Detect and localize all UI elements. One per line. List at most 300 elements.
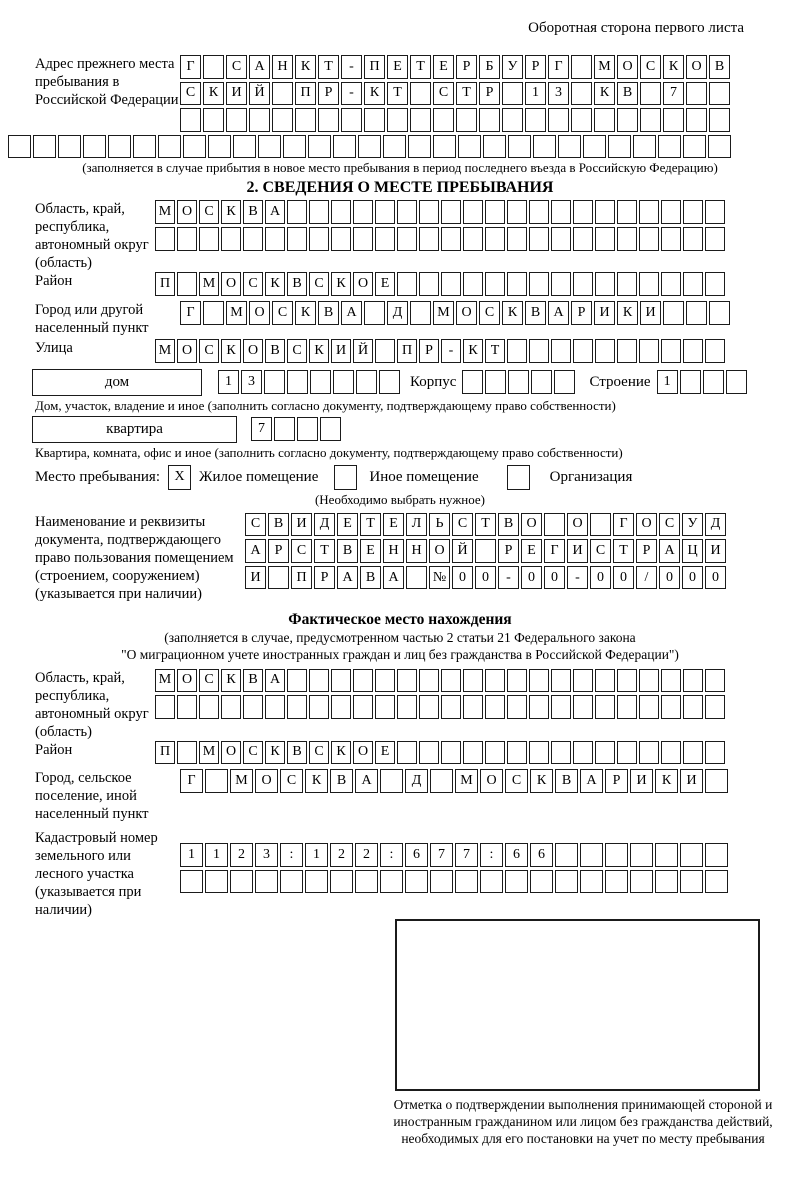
char-cell[interactable] xyxy=(639,227,659,251)
char-cell[interactable] xyxy=(705,272,725,296)
char-cell[interactable]: М xyxy=(433,301,454,325)
char-cell[interactable]: Й xyxy=(452,539,473,563)
char-cell[interactable] xyxy=(458,135,481,159)
char-cell[interactable]: / xyxy=(636,566,657,590)
char-cell[interactable]: А xyxy=(355,769,378,793)
char-cell[interactable]: Е xyxy=(387,55,408,79)
char-cell[interactable] xyxy=(551,227,571,251)
char-cell[interactable]: Е xyxy=(521,539,542,563)
char-cell[interactable]: О xyxy=(521,513,542,537)
char-cell[interactable] xyxy=(380,870,403,894)
char-cell[interactable]: С xyxy=(226,55,247,79)
char-cell[interactable] xyxy=(680,870,703,894)
char-cell[interactable] xyxy=(397,695,417,719)
char-cell[interactable]: В xyxy=(243,200,263,224)
char-cell[interactable] xyxy=(683,272,703,296)
char-cell[interactable]: Й xyxy=(249,82,270,106)
char-cell[interactable] xyxy=(639,339,659,363)
char-cell[interactable] xyxy=(608,135,631,159)
char-cell[interactable]: М xyxy=(199,741,219,765)
char-cell[interactable]: Й xyxy=(353,339,373,363)
char-cell[interactable]: В xyxy=(287,272,307,296)
char-cell[interactable]: В xyxy=(709,55,730,79)
char-cell[interactable]: Г xyxy=(544,539,565,563)
char-cell[interactable] xyxy=(331,200,351,224)
char-cell[interactable] xyxy=(155,227,175,251)
char-cell[interactable] xyxy=(558,135,581,159)
char-cell[interactable] xyxy=(287,200,307,224)
char-cell[interactable] xyxy=(639,272,659,296)
char-cell[interactable]: 1 xyxy=(525,82,546,106)
char-cell[interactable] xyxy=(507,227,527,251)
char-cell[interactable] xyxy=(686,301,707,325)
char-cell[interactable] xyxy=(529,669,549,693)
char-cell[interactable] xyxy=(441,272,461,296)
char-cell[interactable]: В xyxy=(318,301,339,325)
char-cell[interactable] xyxy=(475,539,496,563)
char-cell[interactable] xyxy=(508,370,529,394)
char-cell[interactable]: П xyxy=(155,741,175,765)
char-cell[interactable] xyxy=(705,870,728,894)
char-cell[interactable]: С xyxy=(309,272,329,296)
char-cell[interactable] xyxy=(441,695,461,719)
char-cell[interactable]: 7 xyxy=(663,82,684,106)
char-cell[interactable]: 7 xyxy=(455,843,478,867)
char-cell[interactable] xyxy=(508,135,531,159)
char-cell[interactable] xyxy=(617,272,637,296)
char-cell[interactable]: В xyxy=(337,539,358,563)
char-cell[interactable]: И xyxy=(245,566,266,590)
char-cell[interactable] xyxy=(571,82,592,106)
char-cell[interactable] xyxy=(502,82,523,106)
char-cell[interactable] xyxy=(705,843,728,867)
char-cell[interactable]: К xyxy=(265,272,285,296)
char-cell[interactable] xyxy=(430,870,453,894)
char-cell[interactable]: С xyxy=(659,513,680,537)
char-cell[interactable] xyxy=(605,843,628,867)
char-cell[interactable] xyxy=(726,370,747,394)
char-cell[interactable] xyxy=(573,741,593,765)
char-cell[interactable]: С xyxy=(452,513,473,537)
char-cell[interactable]: П xyxy=(295,82,316,106)
char-cell[interactable]: К xyxy=(331,272,351,296)
char-cell[interactable] xyxy=(639,200,659,224)
char-cell[interactable] xyxy=(226,108,247,132)
checkbox-zhiloe[interactable]: X xyxy=(168,465,191,490)
char-cell[interactable]: Ц xyxy=(682,539,703,563)
char-cell[interactable] xyxy=(485,370,506,394)
char-cell[interactable]: Ь xyxy=(429,513,450,537)
char-cell[interactable]: О xyxy=(221,272,241,296)
char-cell[interactable] xyxy=(463,741,483,765)
char-cell[interactable] xyxy=(485,227,505,251)
char-cell[interactable]: В xyxy=(617,82,638,106)
char-cell[interactable] xyxy=(530,870,553,894)
char-cell[interactable] xyxy=(333,370,354,394)
char-cell[interactable] xyxy=(529,741,549,765)
char-cell[interactable] xyxy=(595,741,615,765)
char-cell[interactable]: К xyxy=(265,741,285,765)
char-cell[interactable]: - xyxy=(567,566,588,590)
char-cell[interactable]: К xyxy=(305,769,328,793)
char-cell[interactable] xyxy=(485,669,505,693)
char-cell[interactable] xyxy=(203,108,224,132)
char-cell[interactable] xyxy=(83,135,106,159)
char-cell[interactable] xyxy=(573,200,593,224)
char-cell[interactable] xyxy=(683,227,703,251)
char-cell[interactable] xyxy=(683,695,703,719)
char-cell[interactable]: 1 xyxy=(180,843,203,867)
char-cell[interactable]: К xyxy=(295,55,316,79)
char-cell[interactable] xyxy=(705,769,728,793)
char-cell[interactable]: 0 xyxy=(590,566,611,590)
char-cell[interactable] xyxy=(661,227,681,251)
char-cell[interactable] xyxy=(655,870,678,894)
char-cell[interactable] xyxy=(305,870,328,894)
char-cell[interactable]: - xyxy=(441,339,461,363)
char-cell[interactable]: Т xyxy=(485,339,505,363)
char-cell[interactable]: 6 xyxy=(505,843,528,867)
char-cell[interactable]: 3 xyxy=(241,370,262,394)
char-cell[interactable]: Р xyxy=(605,769,628,793)
char-cell[interactable] xyxy=(555,843,578,867)
char-cell[interactable]: Д xyxy=(405,769,428,793)
char-cell[interactable]: С xyxy=(280,769,303,793)
char-cell[interactable] xyxy=(463,669,483,693)
char-cell[interactable] xyxy=(199,227,219,251)
char-cell[interactable]: 0 xyxy=(475,566,496,590)
char-cell[interactable] xyxy=(199,695,219,719)
char-cell[interactable] xyxy=(356,370,377,394)
char-cell[interactable] xyxy=(310,370,331,394)
char-cell[interactable]: Л xyxy=(406,513,427,537)
char-cell[interactable] xyxy=(583,135,606,159)
char-cell[interactable]: К xyxy=(617,301,638,325)
char-cell[interactable] xyxy=(364,108,385,132)
char-cell[interactable] xyxy=(640,108,661,132)
char-cell[interactable] xyxy=(590,513,611,537)
char-cell[interactable]: В xyxy=(498,513,519,537)
char-cell[interactable]: С xyxy=(590,539,611,563)
char-cell[interactable]: А xyxy=(341,301,362,325)
char-cell[interactable]: К xyxy=(530,769,553,793)
char-cell[interactable]: К xyxy=(655,769,678,793)
char-cell[interactable] xyxy=(617,741,637,765)
char-cell[interactable]: Г xyxy=(548,55,569,79)
char-cell[interactable]: И xyxy=(680,769,703,793)
char-cell[interactable]: 2 xyxy=(230,843,253,867)
char-cell[interactable] xyxy=(243,695,263,719)
char-cell[interactable]: К xyxy=(309,339,329,363)
char-cell[interactable] xyxy=(580,843,603,867)
char-cell[interactable] xyxy=(661,741,681,765)
char-cell[interactable] xyxy=(441,227,461,251)
char-cell[interactable]: О xyxy=(243,339,263,363)
char-cell[interactable]: Т xyxy=(318,55,339,79)
char-cell[interactable]: И xyxy=(594,301,615,325)
char-cell[interactable]: К xyxy=(594,82,615,106)
char-cell[interactable] xyxy=(455,870,478,894)
char-cell[interactable] xyxy=(309,695,329,719)
char-cell[interactable] xyxy=(548,108,569,132)
char-cell[interactable]: 1 xyxy=(305,843,328,867)
char-cell[interactable] xyxy=(505,870,528,894)
char-cell[interactable] xyxy=(309,669,329,693)
char-cell[interactable]: Г xyxy=(180,55,201,79)
char-cell[interactable] xyxy=(410,301,431,325)
char-cell[interactable]: № xyxy=(429,566,450,590)
char-cell[interactable] xyxy=(221,695,241,719)
char-cell[interactable] xyxy=(203,301,224,325)
char-cell[interactable] xyxy=(551,695,571,719)
char-cell[interactable] xyxy=(529,227,549,251)
char-cell[interactable] xyxy=(595,200,615,224)
char-cell[interactable] xyxy=(331,695,351,719)
char-cell[interactable]: Р xyxy=(498,539,519,563)
char-cell[interactable] xyxy=(205,870,228,894)
char-cell[interactable] xyxy=(419,200,439,224)
char-cell[interactable] xyxy=(419,669,439,693)
char-cell[interactable] xyxy=(680,370,701,394)
char-cell[interactable]: - xyxy=(498,566,519,590)
char-cell[interactable]: К xyxy=(221,339,241,363)
char-cell[interactable]: С xyxy=(309,741,329,765)
char-cell[interactable] xyxy=(375,227,395,251)
char-cell[interactable] xyxy=(208,135,231,159)
char-cell[interactable] xyxy=(639,669,659,693)
char-cell[interactable]: А xyxy=(383,566,404,590)
char-cell[interactable]: С xyxy=(199,339,219,363)
char-cell[interactable]: А xyxy=(548,301,569,325)
char-cell[interactable] xyxy=(180,870,203,894)
char-cell[interactable] xyxy=(683,339,703,363)
char-cell[interactable]: М xyxy=(226,301,247,325)
char-cell[interactable]: Д xyxy=(314,513,335,537)
char-cell[interactable] xyxy=(419,227,439,251)
char-cell[interactable] xyxy=(573,272,593,296)
char-cell[interactable] xyxy=(529,339,549,363)
char-cell[interactable]: В xyxy=(265,339,285,363)
char-cell[interactable] xyxy=(709,82,730,106)
char-cell[interactable] xyxy=(661,695,681,719)
char-cell[interactable]: О xyxy=(255,769,278,793)
char-cell[interactable] xyxy=(255,870,278,894)
char-cell[interactable] xyxy=(683,669,703,693)
char-cell[interactable]: И xyxy=(630,769,653,793)
char-cell[interactable]: Р xyxy=(571,301,592,325)
char-cell[interactable] xyxy=(655,843,678,867)
char-cell[interactable] xyxy=(705,669,725,693)
char-cell[interactable]: А xyxy=(265,669,285,693)
char-cell[interactable]: С xyxy=(245,513,266,537)
char-cell[interactable] xyxy=(397,200,417,224)
char-cell[interactable] xyxy=(180,108,201,132)
char-cell[interactable] xyxy=(661,669,681,693)
char-cell[interactable] xyxy=(205,769,228,793)
char-cell[interactable] xyxy=(58,135,81,159)
char-cell[interactable]: О xyxy=(456,301,477,325)
char-cell[interactable] xyxy=(595,272,615,296)
char-cell[interactable]: М xyxy=(594,55,615,79)
char-cell[interactable]: Р xyxy=(456,55,477,79)
char-cell[interactable] xyxy=(658,135,681,159)
char-cell[interactable] xyxy=(703,370,724,394)
char-cell[interactable]: П xyxy=(364,55,385,79)
char-cell[interactable]: К xyxy=(221,200,241,224)
char-cell[interactable]: С xyxy=(243,272,263,296)
char-cell[interactable]: С xyxy=(272,301,293,325)
char-cell[interactable]: 7 xyxy=(430,843,453,867)
char-cell[interactable] xyxy=(320,417,341,441)
char-cell[interactable]: С xyxy=(199,200,219,224)
char-cell[interactable] xyxy=(617,339,637,363)
char-cell[interactable]: 3 xyxy=(255,843,278,867)
char-cell[interactable] xyxy=(554,370,575,394)
char-cell[interactable] xyxy=(573,669,593,693)
char-cell[interactable] xyxy=(462,370,483,394)
char-cell[interactable]: Е xyxy=(375,272,395,296)
char-cell[interactable]: М xyxy=(155,339,175,363)
char-cell[interactable]: М xyxy=(155,669,175,693)
char-cell[interactable]: Р xyxy=(314,566,335,590)
char-cell[interactable] xyxy=(318,108,339,132)
char-cell[interactable] xyxy=(525,108,546,132)
char-cell[interactable]: В xyxy=(555,769,578,793)
char-cell[interactable] xyxy=(297,417,318,441)
char-cell[interactable]: Р xyxy=(268,539,289,563)
char-cell[interactable]: О xyxy=(177,669,197,693)
char-cell[interactable]: Г xyxy=(180,301,201,325)
char-cell[interactable] xyxy=(480,870,503,894)
char-cell[interactable]: 0 xyxy=(452,566,473,590)
char-cell[interactable] xyxy=(441,200,461,224)
char-cell[interactable]: С xyxy=(479,301,500,325)
char-cell[interactable] xyxy=(158,135,181,159)
checkbox-inoe[interactable] xyxy=(334,465,357,490)
char-cell[interactable]: Е xyxy=(383,513,404,537)
char-cell[interactable]: И xyxy=(291,513,312,537)
char-cell[interactable] xyxy=(640,82,661,106)
char-cell[interactable] xyxy=(617,108,638,132)
char-cell[interactable]: 6 xyxy=(530,843,553,867)
char-cell[interactable] xyxy=(353,669,373,693)
char-cell[interactable] xyxy=(573,339,593,363)
char-cell[interactable]: С xyxy=(505,769,528,793)
char-cell[interactable] xyxy=(387,108,408,132)
char-cell[interactable]: Н xyxy=(383,539,404,563)
char-cell[interactable] xyxy=(686,108,707,132)
char-cell[interactable] xyxy=(479,108,500,132)
char-cell[interactable] xyxy=(230,870,253,894)
char-cell[interactable] xyxy=(705,695,725,719)
char-cell[interactable]: П xyxy=(291,566,312,590)
char-cell[interactable] xyxy=(280,870,303,894)
char-cell[interactable] xyxy=(507,669,527,693)
char-cell[interactable] xyxy=(177,695,197,719)
char-cell[interactable]: : xyxy=(480,843,503,867)
char-cell[interactable]: И xyxy=(567,539,588,563)
char-cell[interactable]: Р xyxy=(636,539,657,563)
char-cell[interactable] xyxy=(274,417,295,441)
char-cell[interactable]: Д xyxy=(705,513,726,537)
char-cell[interactable]: О xyxy=(249,301,270,325)
char-cell[interactable] xyxy=(595,339,615,363)
char-cell[interactable]: К xyxy=(364,82,385,106)
char-cell[interactable]: И xyxy=(331,339,351,363)
char-cell[interactable]: 7 xyxy=(251,417,272,441)
char-cell[interactable] xyxy=(441,741,461,765)
char-cell[interactable]: А xyxy=(659,539,680,563)
char-cell[interactable]: М xyxy=(155,200,175,224)
char-cell[interactable] xyxy=(456,108,477,132)
char-cell[interactable] xyxy=(375,695,395,719)
char-cell[interactable]: С xyxy=(433,82,454,106)
char-cell[interactable]: В xyxy=(287,741,307,765)
char-cell[interactable] xyxy=(419,741,439,765)
char-cell[interactable] xyxy=(268,566,289,590)
char-cell[interactable] xyxy=(333,135,356,159)
char-cell[interactable] xyxy=(571,108,592,132)
char-cell[interactable] xyxy=(375,339,395,363)
char-cell[interactable]: К xyxy=(663,55,684,79)
char-cell[interactable] xyxy=(708,135,731,159)
char-cell[interactable] xyxy=(529,272,549,296)
char-cell[interactable] xyxy=(595,669,615,693)
char-cell[interactable] xyxy=(287,695,307,719)
char-cell[interactable] xyxy=(405,870,428,894)
char-cell[interactable]: А xyxy=(249,55,270,79)
char-cell[interactable]: К xyxy=(221,669,241,693)
char-cell[interactable]: С xyxy=(199,669,219,693)
char-cell[interactable] xyxy=(375,200,395,224)
char-cell[interactable] xyxy=(680,843,703,867)
char-cell[interactable] xyxy=(507,339,527,363)
char-cell[interactable] xyxy=(177,272,197,296)
char-cell[interactable]: М xyxy=(455,769,478,793)
char-cell[interactable]: А xyxy=(337,566,358,590)
char-cell[interactable]: Т xyxy=(360,513,381,537)
char-cell[interactable] xyxy=(264,370,285,394)
char-cell[interactable] xyxy=(544,513,565,537)
char-cell[interactable] xyxy=(33,135,56,159)
char-cell[interactable]: Г xyxy=(180,769,203,793)
char-cell[interactable] xyxy=(595,227,615,251)
char-cell[interactable] xyxy=(485,741,505,765)
char-cell[interactable]: Е xyxy=(360,539,381,563)
char-cell[interactable]: А xyxy=(245,539,266,563)
char-cell[interactable] xyxy=(663,301,684,325)
char-cell[interactable] xyxy=(295,108,316,132)
char-cell[interactable] xyxy=(364,301,385,325)
char-cell[interactable] xyxy=(507,741,527,765)
char-cell[interactable] xyxy=(533,135,556,159)
char-cell[interactable]: К xyxy=(295,301,316,325)
char-cell[interactable] xyxy=(639,741,659,765)
char-cell[interactable] xyxy=(633,135,656,159)
char-cell[interactable] xyxy=(272,108,293,132)
char-cell[interactable] xyxy=(183,135,206,159)
char-cell[interactable] xyxy=(485,200,505,224)
char-cell[interactable] xyxy=(617,227,637,251)
char-cell[interactable]: Т xyxy=(314,539,335,563)
char-cell[interactable]: О xyxy=(429,539,450,563)
char-cell[interactable] xyxy=(258,135,281,159)
char-cell[interactable] xyxy=(221,227,241,251)
char-cell[interactable]: Е xyxy=(433,55,454,79)
char-cell[interactable] xyxy=(355,870,378,894)
char-cell[interactable] xyxy=(463,200,483,224)
char-cell[interactable] xyxy=(243,227,263,251)
